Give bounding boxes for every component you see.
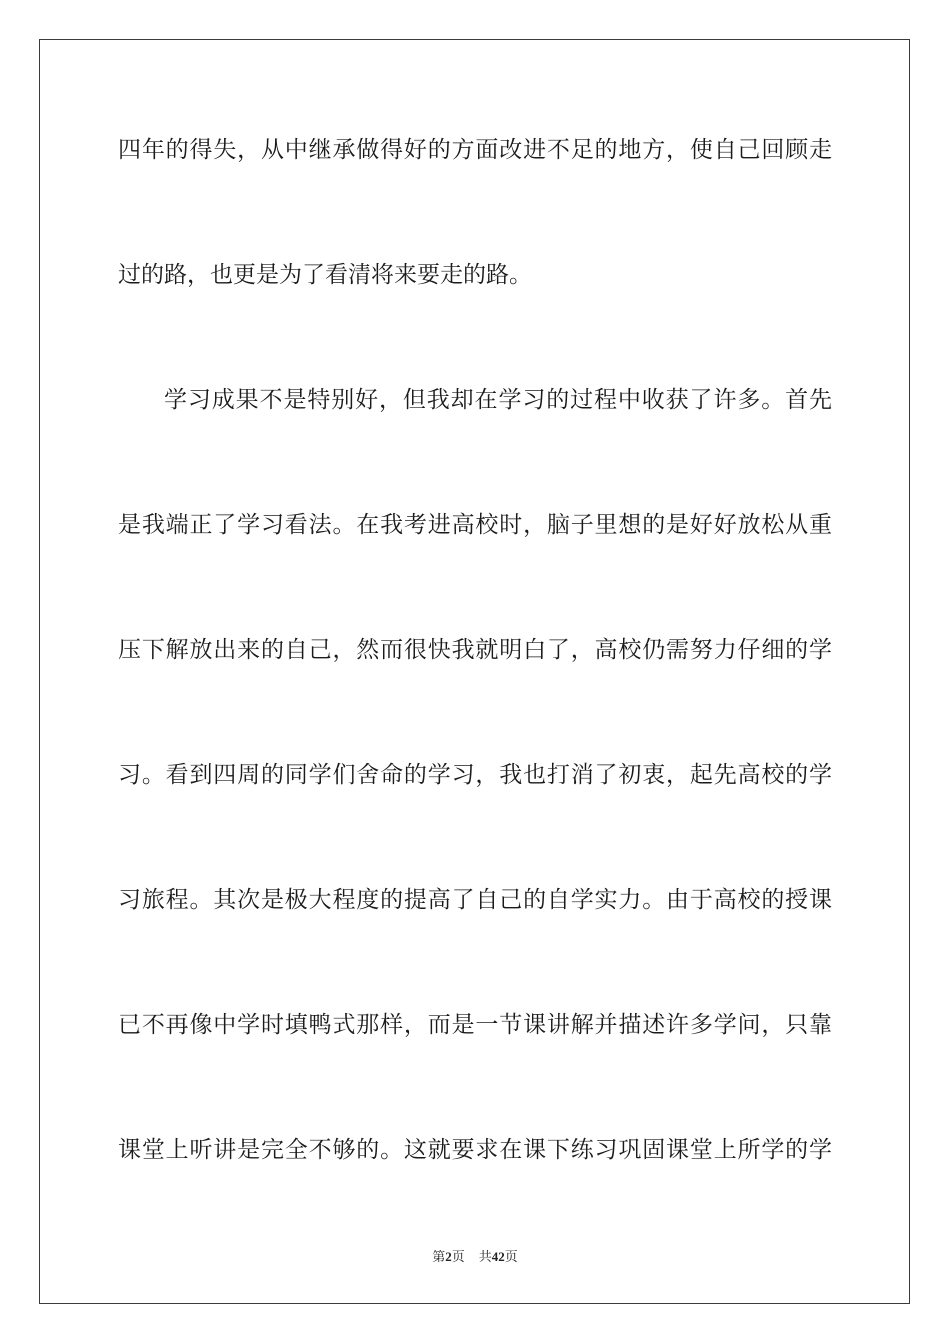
text-line: 压下解放出来的自己，然而很快我就明白了，高校仍需努力仔细的学 (118, 637, 832, 663)
paragraph-first-line: 学习成果不是特别好，但我却在学习的过程中收获了许多。首先 (164, 387, 832, 413)
page-number-suffix: 页 (451, 1250, 465, 1265)
page-footer (0, 1248, 950, 1267)
total-pages-prefix: 共 (478, 1250, 492, 1265)
text-line: 课堂上听讲是完全不够的。这就要求在课下练习巩固课堂上所学的学 (118, 1137, 832, 1163)
text-line: 已不再像中学时填鸭式那样，而是一节课讲解并描述许多学问，只靠 (118, 1012, 832, 1038)
text-line: 过的路，也更是为了看清将来要走的路。 (118, 262, 532, 288)
total-page-count: 42 (491, 1249, 505, 1264)
text-line: 习。看到四周的同学们舍命的学习，我也打消了初衷，起先高校的学 (118, 762, 832, 788)
total-pages-suffix: 页 (504, 1250, 518, 1265)
text-line: 是我端正了学习看法。在我考进高校时，脑子里想的是好好放松从重 (118, 512, 832, 538)
current-page-number: 2 (445, 1249, 452, 1264)
page-border (39, 39, 910, 1304)
text-line: 四年的得失，从中继承做得好的方面改进不足的地方，使自己回顾走 (118, 137, 832, 163)
page-number-prefix: 第 (432, 1250, 446, 1265)
text-line: 习旅程。其次是极大程度的提高了自己的自学实力。由于高校的授课 (118, 887, 832, 913)
